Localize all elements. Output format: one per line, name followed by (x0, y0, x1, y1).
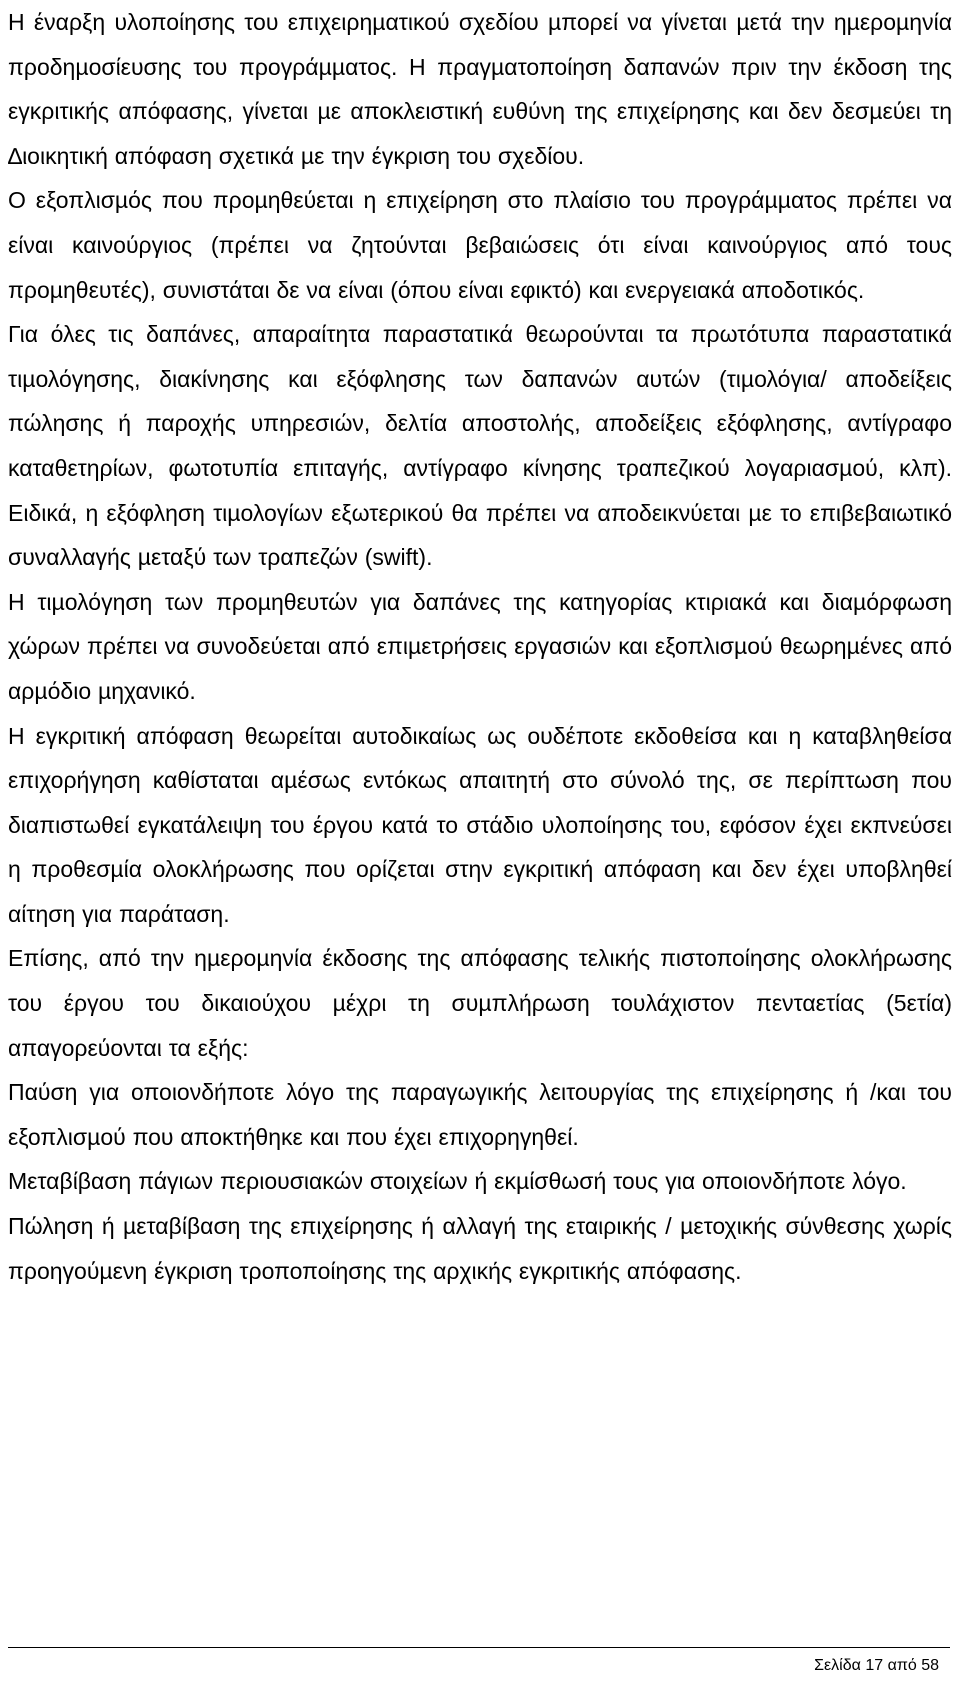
paragraph-supplier-invoicing: Η τιµολόγηση των προµηθευτών για δαπάνες της κατηγορίας κτιριακά και διαµόρφωση χώρων πρέπει να συνοδεύεται από επιµετρήσεις εργασιών και εξοπλισµού θεωρηµένες από αρµόδιο µηχανικό. (8, 588, 952, 704)
paragraph-prohibitions-intro: Επίσης, από την ηµεροµηνία έκδοσης της απόφασης τελικής πιστοποίησης ολοκλήρωσης του έργου του δικαιούχου µέχρι τη συµπλήρωση τουλάχιστον πενταετίας (5ετία) απαγορεύονται τα εξής: (8, 945, 952, 1061)
paragraph-prohibition-business-sale: Πώληση ή µεταβίβαση της επιχείρησης ή αλλαγή της εταιρικής / µετοχικής σύνθεσης χωρίς προηγούµενη έγκριση τροποποίησης της αρχικής εγκριτικής απόφασης. (8, 1213, 952, 1284)
paragraph-approval-revocation: Η εγκριτική απόφαση θεωρείται αυτοδικαίως ως ουδέποτε εκδοθείσα και η καταβληθείσα επιχορήγηση καθίσταται αµέσως εντόκως απαιτητή στο σύνολό της, σε περίπτωση που διαπιστωθεί εγκατάλειψη του έργου κατά το στάδιο υλοποίησης του, εφόσον έχει εκπνεύσει η προθεσµία ολοκλήρωσης που ορίζεται στην εγκριτική απόφαση και δεν έχει υποβληθεί αίτηση για παράταση. (8, 722, 952, 927)
footer-divider (8, 1647, 950, 1648)
paragraph-supporting-documents: Για όλες τις δαπάνες, απαραίτητα παραστατικά θεωρούνται τα πρωτότυπα παραστατικά τιµολόγησης, διακίνησης και εξόφλησης των δαπανών αυτών (τιµολόγια/ αποδείξεις πώλησης ή παροχής υπηρεσιών, δελτία αποστολής, αποδείξεις εξόφλησης, αντίγραφο καταθετηρίων, φωτοτυπία επιταγής, αντίγραφο κίνησης τραπεζικού λογαριασµού, κλπ). Ειδικά, η εξόφληση τιµολογίων εξωτερικού θα πρέπει να αποδεικνύεται µε το επιβεβαιωτικό συναλλαγής µεταξύ των τραπεζών (swift). (8, 321, 952, 571)
document-body (8, 0, 952, 1293)
paragraph-implementation-start: Η έναρξη υλοποίησης του επιχειρηµατικού σχεδίου µπορεί να γίνεται µετά την ηµεροµηνία προδηµοσίευσης του προγράµµατος. Η πραγµατοποίηση δαπανών πριν την έκδοση της εγκριτικής απόφασης, γίνεται µε αποκλειστική ευθύνη της επιχείρησης και δεν δεσµεύει τη ∆ιοικητική απόφαση σχετικά µε την έγκριση του σχεδίου. (8, 9, 952, 169)
paragraph-equipment: Ο εξοπλισµός που προµηθεύεται η επιχείρηση στο πλαίσιο του προγράµµατος πρέπει να είναι καινούργιος (πρέπει να ζητούνται βεβαιώσεις ότι είναι καινούργιος από τους προµηθευτές), συνιστάται δε να είναι (όπου είναι εφικτό) και ενεργειακά αποδοτικός. (8, 187, 952, 303)
page-number: Σελίδα 17 από 58 (814, 1657, 939, 1674)
paragraph-prohibition-suspension: Παύση για οποιονδήποτε λόγο της παραγωγικής λειτουργίας της επιχείρησης ή /και του εξοπλισµού που αποκτήθηκε και που έχει επιχορηγηθεί. (8, 1079, 952, 1150)
paragraph-prohibition-asset-transfer: Μεταβίβαση πάγιων περιουσιακών στοιχείων ή εκµίσθωσή τους για οποιονδήποτε λόγο. (8, 1168, 907, 1195)
